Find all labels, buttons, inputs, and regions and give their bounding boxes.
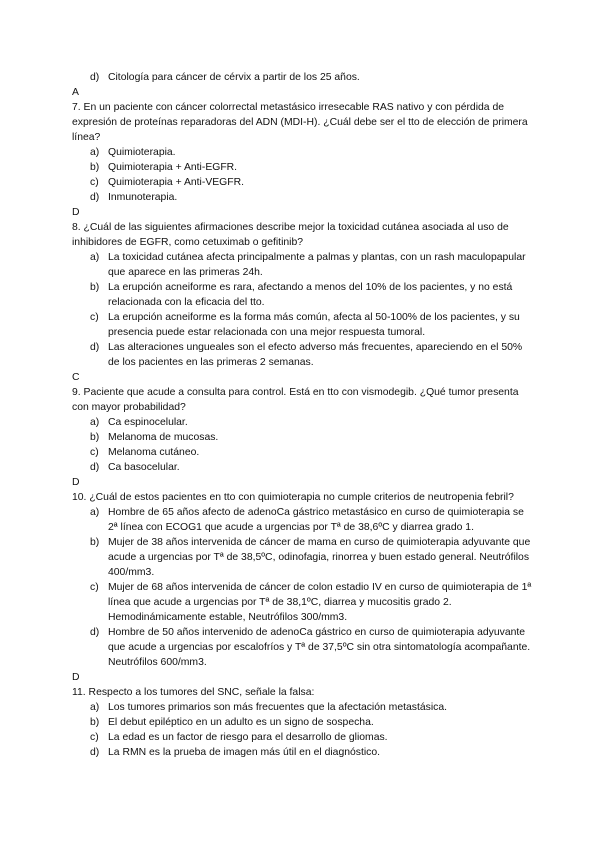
option-text: Los tumores primarios son más frecuentes que la afectación metastásica. bbox=[108, 702, 448, 713]
option-letter: a) bbox=[90, 507, 100, 518]
question-block bbox=[72, 385, 532, 490]
option-letter: b) bbox=[90, 162, 100, 173]
option-item bbox=[72, 430, 532, 445]
option-item bbox=[72, 580, 532, 625]
option-letter: b) bbox=[90, 282, 100, 293]
question-stem: 11. Respecto a los tumores del SNC, señale la falsa: bbox=[72, 687, 315, 698]
option-letter: a) bbox=[90, 702, 100, 713]
option-item bbox=[72, 160, 532, 175]
option-item bbox=[72, 190, 532, 205]
option-item bbox=[72, 700, 532, 715]
option-item bbox=[72, 460, 532, 475]
option-letter: b) bbox=[90, 537, 100, 548]
option-text: Mujer de 38 años intervenida de cáncer de mama en curso de quimioterapia adyuvante que acude a urgencias por Tª de 38,5ºC, odinofagia, rinorrea y buen estado general. Neutrófilos 400/mm3. bbox=[108, 537, 531, 578]
option-text: Citología para cáncer de cérvix a partir de los 25 años. bbox=[108, 72, 360, 83]
option-text: La erupción acneiforme es rara, afectando a menos del 10% de los pacientes, y no está relacionada con la eficacia del tto. bbox=[108, 282, 513, 308]
option-text: La RMN es la prueba de imagen más útil en el diagnóstico. bbox=[108, 747, 381, 758]
option-text: Hombre de 50 años intervenido de adenoCa gástrico en curso de quimioterapia adyuvante que acude a urgencias por escalofríos y Tª de 37,5ºC sin otra sintomatología acompañante. Neutrófilos 600/mm3. bbox=[108, 627, 531, 668]
option-d-previous bbox=[72, 70, 532, 85]
option-text: La erupción acneiforme es la forma más común, afecta al 50-100% de los pacientes, y su presencia puede estar relacionada con una mejor respuesta tumoral. bbox=[108, 312, 520, 338]
option-item bbox=[72, 505, 532, 535]
option-letter: c) bbox=[90, 732, 99, 743]
option-item bbox=[72, 715, 532, 730]
option-text: Inmunoterapia. bbox=[108, 192, 178, 203]
question-block bbox=[72, 220, 532, 385]
option-text: Quimioterapia + Anti-EGFR. bbox=[108, 162, 238, 173]
option-letter: a) bbox=[90, 252, 100, 263]
option-letter: b) bbox=[90, 717, 100, 728]
option-letter: c) bbox=[90, 177, 99, 188]
option-item bbox=[72, 415, 532, 430]
answer-key: C bbox=[72, 372, 80, 383]
option-letter: a) bbox=[90, 147, 100, 158]
option-item bbox=[72, 250, 532, 280]
option-text: La toxicidad cutánea afecta principalmente a palmas y plantas, con un rash maculopapular que aparece en las primeras 24h. bbox=[108, 252, 526, 278]
question-stem: 9. Paciente que acude a consulta para control. Está en tto con vismodegib. ¿Qué tumor presenta con mayor probabilidad? bbox=[72, 387, 519, 413]
option-letter: d) bbox=[90, 627, 100, 638]
option-letter: d) bbox=[90, 72, 100, 83]
option-letter: d) bbox=[90, 462, 100, 473]
option-text: Quimioterapia. bbox=[108, 147, 176, 158]
option-text: Hombre de 65 años afecto de adenoCa gástrico metastásico en curso de quimioterapia se 2ª línea con ECOG1 que acude a urgencias por Tª de 38,6ºC y diarrea grado 1. bbox=[108, 507, 524, 533]
exam-content bbox=[72, 70, 532, 760]
option-item bbox=[72, 280, 532, 310]
answer-key: D bbox=[72, 207, 80, 218]
option-letter: c) bbox=[90, 312, 99, 323]
option-text: Quimioterapia + Anti-VEGFR. bbox=[108, 177, 244, 188]
option-item bbox=[72, 745, 532, 760]
option-letter: c) bbox=[90, 582, 99, 593]
question-stem: 7. En un paciente con cáncer colorrectal metastásico irresecable RAS nativo y con pérdida de expresión de proteínas reparadoras del ADN (MDI-H). ¿Cuál debe ser el tto de elección de primera línea? bbox=[72, 102, 528, 143]
option-item bbox=[72, 175, 532, 190]
question-block bbox=[72, 685, 532, 760]
question-stem: 10. ¿Cuál de estos pacientes en tto con quimioterapia no cumple criterios de neutropenia febril? bbox=[72, 492, 514, 503]
option-item bbox=[72, 310, 532, 340]
option-letter: b) bbox=[90, 432, 100, 443]
option-text: Mujer de 68 años intervenida de cáncer de colon estadio IV en curso de quimioterapia de 1ª línea que acude a urgencias por Tª de 38,1ºC, diarrea y mucositis grado 2. Hemodinámicamente estable, Neutrófilos 300/mm3. bbox=[108, 582, 532, 623]
question-stem: 8. ¿Cuál de las siguientes afirmaciones describe mejor la toxicidad cutánea asociada al uso de inhibidores de EGFR, como cetuximab o gefitinib? bbox=[72, 222, 509, 248]
option-item bbox=[72, 445, 532, 460]
option-item bbox=[72, 625, 532, 670]
option-letter: a) bbox=[90, 417, 100, 428]
option-letter: d) bbox=[90, 342, 100, 353]
option-text: La edad es un factor de riesgo para el desarrollo de gliomas. bbox=[108, 732, 388, 743]
option-letter: c) bbox=[90, 447, 99, 458]
option-text: El debut epiléptico en un adulto es un signo de sospecha. bbox=[108, 717, 374, 728]
option-item bbox=[72, 340, 532, 370]
option-text: Melanoma de mucosas. bbox=[108, 432, 219, 443]
option-text: Melanoma cutáneo. bbox=[108, 447, 200, 458]
option-letter: d) bbox=[90, 747, 100, 758]
option-item bbox=[72, 730, 532, 745]
answer-key: D bbox=[72, 672, 80, 683]
question-block bbox=[72, 490, 532, 685]
option-text: Ca basocelular. bbox=[108, 462, 180, 473]
option-item bbox=[72, 535, 532, 580]
answer-key: D bbox=[72, 477, 80, 488]
option-letter: d) bbox=[90, 192, 100, 203]
question-block bbox=[72, 100, 532, 220]
answer-previous: A bbox=[72, 87, 79, 98]
option-text: Las alteraciones ungueales son el efecto adverso más frecuentes, apareciendo en el 50% de los pacientes en las primeras 2 semanas. bbox=[108, 342, 523, 368]
option-text: Ca espinocelular. bbox=[108, 417, 188, 428]
option-item bbox=[72, 145, 532, 160]
